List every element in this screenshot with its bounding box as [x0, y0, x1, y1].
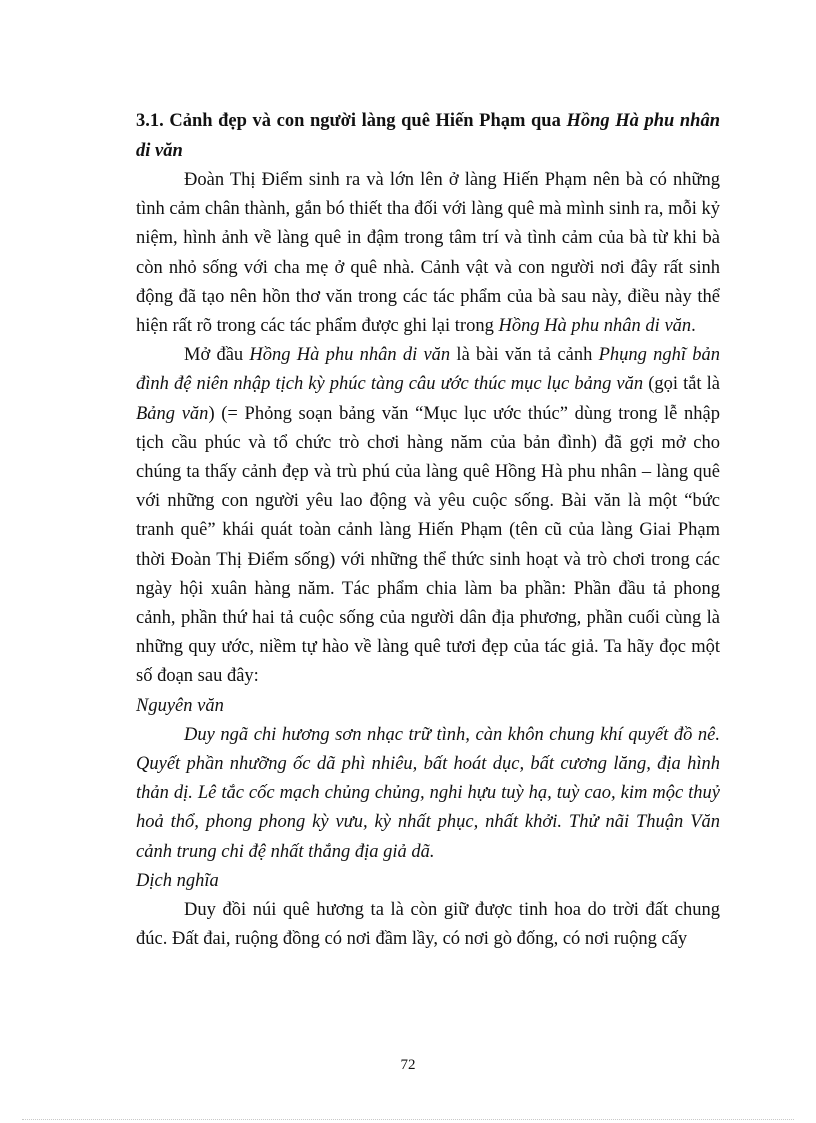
original-label: Nguyên văn	[136, 695, 224, 716]
paragraph-overview-c: (gọi tắt là	[643, 374, 720, 395]
paragraph-intro-end: .	[691, 316, 696, 337]
paragraph-intro-italic: Hồng Hà phu nhân di văn	[498, 316, 692, 337]
heading-title-italic: Hồng Hà phu nhân di văn	[136, 111, 721, 161]
paragraph-overview-d: ) (= Phỏng soạn bảng văn “Mục lục ước thúc” dùng trong lễ nhập tịch cầu phúc và tổ chức trò chơi hàng năm của bản đình) đã gợi mở cho chúng ta thấy cảnh đẹp và trù phú của làng quê Hồng Hà phu nhân – làng quê với những con người yêu lao động và yêu cuộc sống. Bài văn là một “bức tranh quê” khái quát toàn cảnh làng Hiến Phạm (tên cũ của làng Giai Phạm thời Đoàn Thị Điểm sống) với những thể thức sinh hoạt và trò chơi trong các ngày hội xuân hàng năm. Tác phẩm chia làm ba phần: Phần đầu tả phong cảnh, phần thứ hai tả cuộc sống của người dân địa phương, phần cuối cùng là những quy ước, niềm tự hào về làng quê tươi đẹp của tác giả. Ta hãy đọc một số đoạn sau đây:	[136, 403, 720, 687]
translation-text: Duy đồi núi quê hương ta là còn giữ được tinh hoa do trời đất chung đúc. Đất đai, ruộng đồng có nơi đầm lầy, có nơi gò đống, có nơi ruộng cấy	[136, 900, 720, 950]
page-number: 72	[400, 1057, 416, 1073]
original-text: Duy ngã chi hương sơn nhạc trữ tình, càn khôn chung khí quyết đồ nê. Quyết phần nhưỡng ốc dã phì nhiêu, bất hoát dục, bất cương lăng, địa hình thản dị. Lê tắc cốc mạch chủng chủng, nghi hựu tuỳ hạ, tuỳ cao, kim mộc thuỷ hoả thổ, phong phong kỳ vưu, kỳ nhất phục, nhất khởi. Thử nãi Thuận Văn cảnh trung chi đệ nhất thắng địa giả dã.	[136, 724, 720, 862]
paragraph-overview-b: là bài văn tả cảnh	[450, 345, 599, 366]
heading-prefix: 3.1. Cảnh đẹp và con người làng quê Hiến Phạm qua	[136, 111, 567, 131]
paragraph-overview-italic-2: Phụng nghĩ bản đình đệ niên nhập tịch kỳ phúc tàng câu ước thúc mục lục bảng văn	[136, 345, 720, 395]
paragraph-overview-italic-3: Bảng văn	[136, 403, 209, 424]
paragraph-overview-italic-1: Hồng Hà phu nhân di văn	[249, 345, 451, 366]
section-heading	[136, 104, 720, 166]
document-page	[136, 104, 720, 954]
translation-label: Dịch nghĩa	[136, 870, 219, 891]
paragraph-overview-a: Mở đầu	[184, 345, 250, 366]
paragraph-intro	[136, 166, 720, 341]
paragraph-intro-text: Đoàn Thị Điểm sinh ra và lớn lên ở làng Hiến Phạm nên bà có những tình cảm chân thành, gắn bó thiết tha đối với làng quê mà mình sinh ra, mỗi kỷ niệm, hình ảnh về làng quê in đậm trong tâm trí và tình cảm của bà từ khi bà còn nhỏ sống với cha mẹ ở quê nhà. Cảnh vật và con người nơi đây rất sinh động đã tạo nên hồn thơ văn trong các tác phẩm của bà sau này, điều này thể hiện rất rõ trong các tác phẩm được ghi lại trong	[136, 170, 720, 337]
page-bottom-divider	[22, 1119, 794, 1120]
paragraph-overview	[136, 341, 720, 691]
